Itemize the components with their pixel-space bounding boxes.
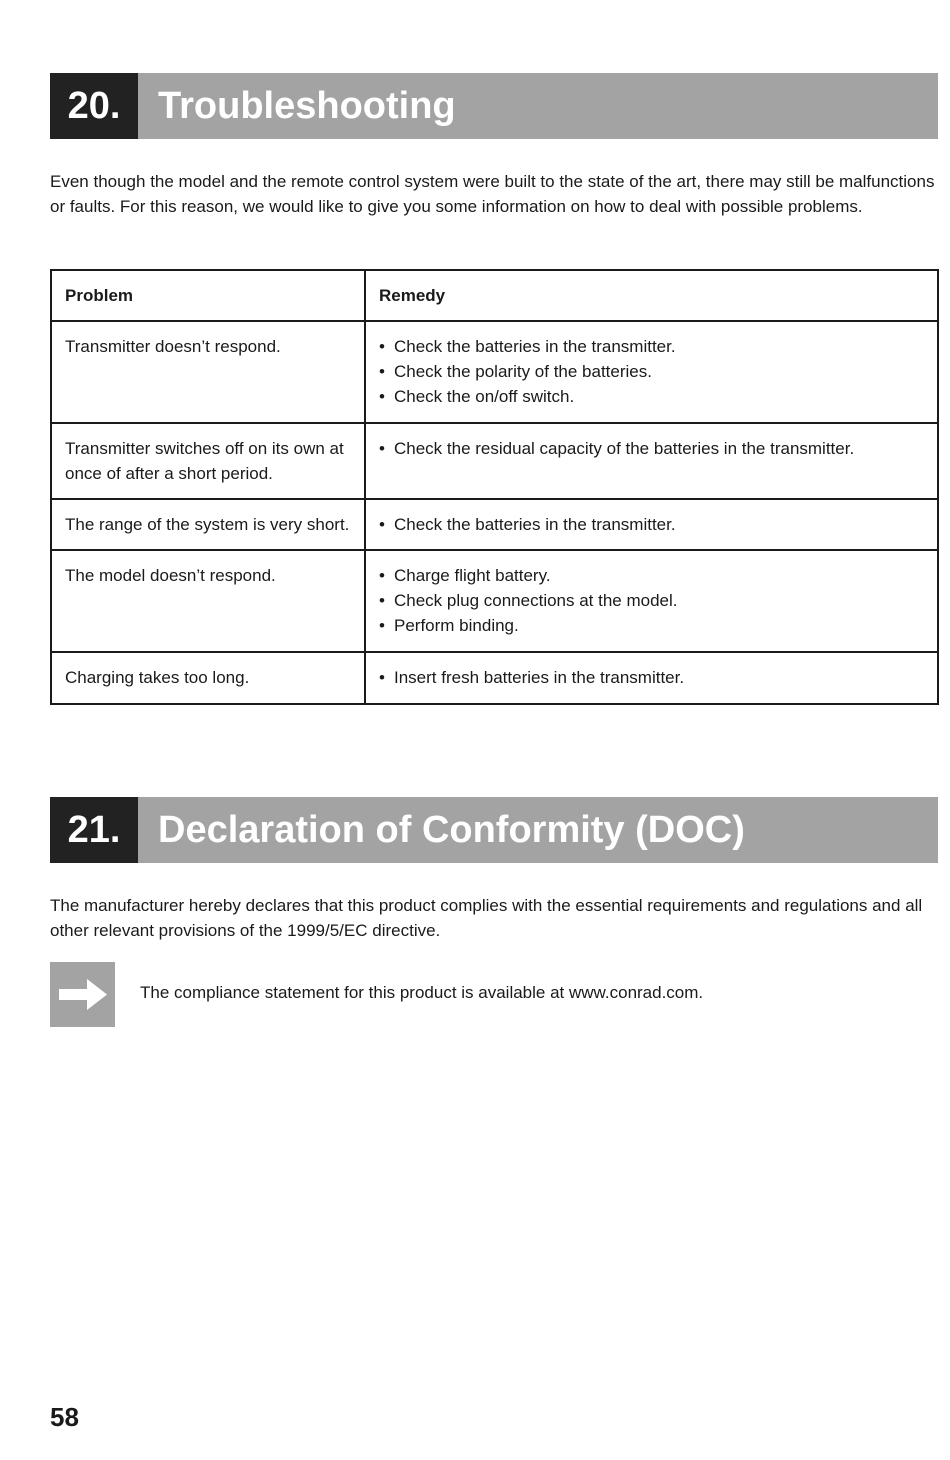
section-21-header xyxy=(50,797,938,863)
table-header-row xyxy=(51,270,938,321)
section-20-header xyxy=(50,73,938,139)
table-row xyxy=(51,321,938,423)
remedy-item: • Perform binding. xyxy=(379,613,924,638)
arrow-right-icon xyxy=(50,962,115,1027)
section-21-title: Declaration of Conformity (DOC) xyxy=(138,797,938,863)
section-21-number: 21. xyxy=(50,797,138,863)
problem-cell: The range of the system is very short. xyxy=(51,499,365,550)
remedy-cell xyxy=(365,423,938,499)
table-row xyxy=(51,550,938,652)
remedy-cell xyxy=(365,321,938,423)
problem-cell: The model doesn’t respond. xyxy=(51,550,365,652)
section-20-intro xyxy=(50,169,940,219)
table-row xyxy=(51,652,938,704)
section-20-number: 20. xyxy=(50,73,138,139)
table-row xyxy=(51,499,938,550)
section-20-title: Troubleshooting xyxy=(138,73,938,139)
table-row xyxy=(51,423,938,499)
section-20-intro-line-1: Even though the model and the remote control system were built to the state of the art, there may still be malfunctions xyxy=(50,172,935,191)
section-21-intro-line-2: other relevant provisions of the 1999/5/EC directive. xyxy=(50,921,441,940)
remedy-list xyxy=(379,436,924,461)
section-21-intro xyxy=(50,893,940,943)
remedy-item: • Check the polarity of the batteries. xyxy=(379,359,924,384)
problem-cell: Transmitter doesn’t respond. xyxy=(51,321,365,423)
remedy-item: • Check the batteries in the transmitter. xyxy=(379,512,924,537)
remedy-cell xyxy=(365,550,938,652)
remedy-item: • Check the on/off switch. xyxy=(379,384,924,409)
remedy-item: • Check plug connections at the model. xyxy=(379,588,924,613)
remedy-list xyxy=(379,563,924,638)
remedy-cell xyxy=(365,499,938,550)
remedy-item: • Check the residual capacity of the batteries in the transmitter. xyxy=(379,436,924,461)
remedy-list xyxy=(379,334,924,409)
remedy-list xyxy=(379,665,924,690)
remedy-list xyxy=(379,512,924,537)
page-number: 58 xyxy=(50,1402,79,1432)
troubleshooting-table xyxy=(50,269,939,705)
problem-cell: Transmitter switches off on its own at once of after a short period. xyxy=(51,423,365,499)
section-21-intro-line-1: The manufacturer hereby declares that this product complies with the essential requirements and regulations and all xyxy=(50,896,923,915)
header-problem: Problem xyxy=(51,270,365,321)
remedy-item: • Charge flight battery. xyxy=(379,563,924,588)
remedy-item: • Check the batteries in the transmitter. xyxy=(379,334,924,359)
header-remedy: Remedy xyxy=(365,270,938,321)
compliance-note: The compliance statement for this product is available at www.conrad.com. xyxy=(140,983,704,1002)
section-20-intro-line-2: or faults. For this reason, we would like to give you some information on how to deal with possible problems. xyxy=(50,197,863,216)
problem-cell: Charging takes too long. xyxy=(51,652,365,704)
remedy-item: • Insert fresh batteries in the transmitter. xyxy=(379,665,924,690)
remedy-cell xyxy=(365,652,938,704)
